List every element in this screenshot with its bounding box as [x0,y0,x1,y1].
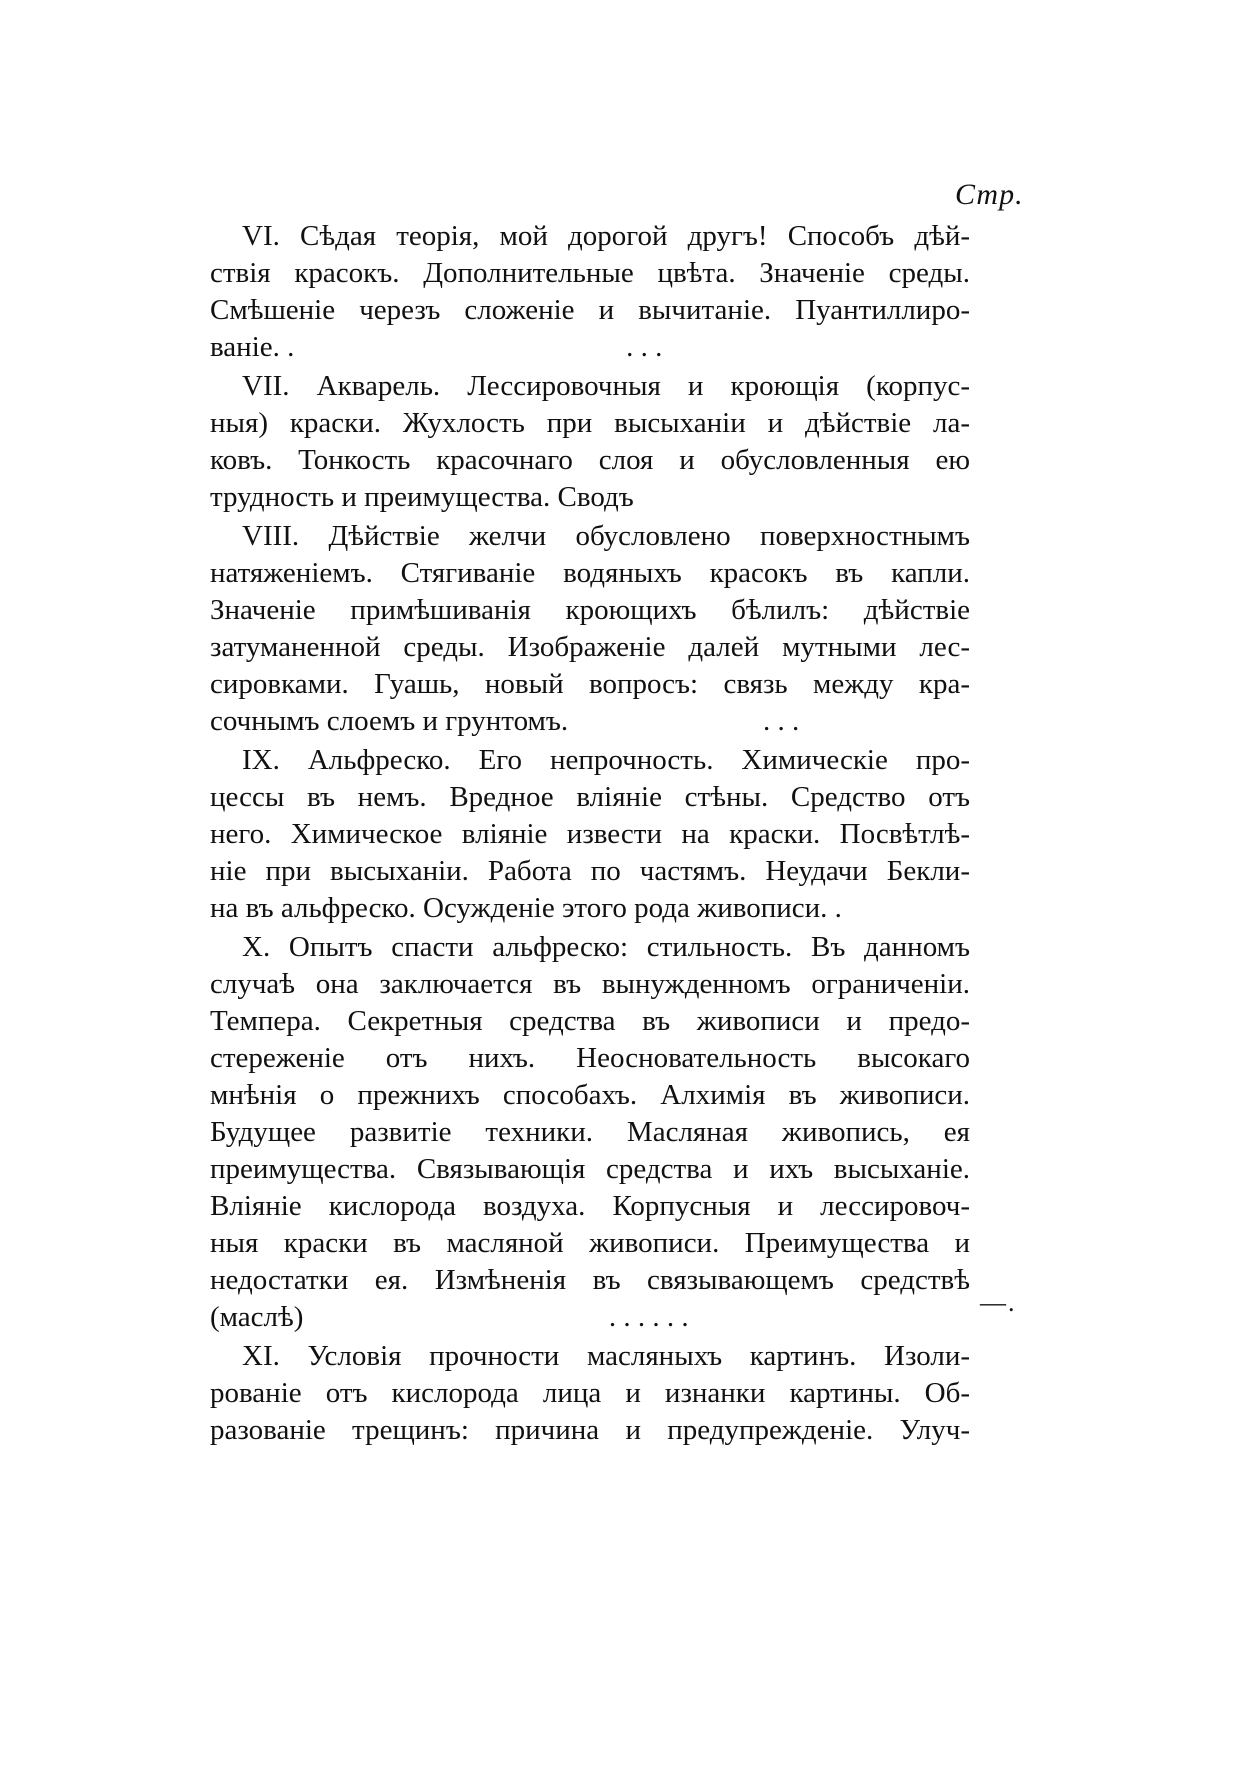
toc-line: X. Опытъ спасти альфреско: стильность. Въ данномъ [242,931,970,963]
page-column-label: Стр. [955,178,1024,211]
toc-line: мнѣнія о прежнихъ способахъ. Алхимія въ живописи. [210,1079,970,1111]
toc-last-line [210,1299,970,1336]
toc-entry-ix [210,742,970,927]
toc-entry-vii [210,368,970,516]
toc-line: Темпера. Секретныя средства въ живописи и предо- [210,1005,970,1037]
toc-line: VI. Сѣдая теорія, мой дорогой другъ! Способъ дѣй- [242,220,970,252]
dot-leader: . . . . . . [608,1301,689,1333]
toc-line: цессы въ немъ. Вредное вліяніе стѣны. Средство отъ [210,781,970,813]
toc-line: VIII. Дѣйствіе желчи обусловлено поверхностнымъ [242,520,970,552]
toc-line: преимущества. Связывающія средства и ихъ высыханіе. [210,1153,970,1185]
toc-line: ковъ. Тонкость красочнаго слоя и обусловленныя ею [210,444,970,476]
toc-entry-xi [210,1338,970,1449]
toc-line: стереженіе отъ нихъ. Неосновательность высокаго [210,1042,970,1074]
page-number-mark: —. [980,1288,1017,1317]
toc-line: IX. Альфреско. Его непрочность. Химическіе про- [242,744,970,776]
toc-line: ныя краски въ масляной живописи. Преимущества и [210,1227,970,1259]
toc-last-line [210,890,970,927]
toc-line-text: ваніе. . [210,331,295,363]
toc-line: XI. Условія прочности масляныхъ картинъ. Изоли- [242,1340,970,1372]
dot-leader: . . . [762,705,800,737]
toc-line: Значеніе примѣшиванія кроющихъ бѣлилъ: дѣйствіе [210,594,970,626]
toc-line-text: (маслѣ) [210,1301,304,1333]
toc-line: ніе при высыханіи. Работа по частямъ. Неудачи Бекли- [210,855,970,887]
toc-line: него. Химическое вліяніе извести на краски. Посвѣтлѣ- [210,818,970,850]
toc-line: ствія красокъ. Дополнительные цвѣта. Значеніе среды. [210,257,970,289]
toc-line: Будущее развитіе техники. Масляная живопись, ея [210,1116,970,1148]
toc-line: разованіе трещинъ: причина и предупрежденіе. Улуч- [210,1414,970,1446]
toc-line: недостатки ея. Измѣненія въ связывающемъ средствѣ [210,1264,970,1296]
toc-line: сировками. Гуашь, новый вопросъ: связь между кра- [210,668,970,700]
toc-line: затуманенной среды. Изображеніе далей мутными лес- [210,631,970,663]
dot-leader: . . . [626,331,663,363]
toc-entry-x [210,929,970,1336]
toc-entry-vi [210,218,970,366]
toc-line-text: сочнымъ слоемъ и грунтомъ. [210,705,569,737]
toc-last-line [210,703,970,740]
toc-line: случаѣ она заключается въ вынужденномъ ограниченіи. [210,968,970,1000]
toc-line: рованіе отъ кислорода лица и изнанки картины. Об- [210,1377,970,1409]
toc-last-line [210,479,970,516]
toc-last-line [210,329,970,366]
toc-line: Вліяніе кислорода воздуха. Корпусныя и лессировоч- [210,1190,970,1222]
toc-line: натяженіемъ. Стягиваніе водяныхъ красокъ въ капли. [210,557,970,589]
toc-line: VII. Акварель. Лессировочныя и кроющія (корпус- [242,370,970,402]
toc-entry-viii [210,518,970,740]
toc-line: Смѣшеніе черезъ сложеніе и вычитаніе. Пуантиллиро- [210,294,970,326]
toc-line-text: на въ альфреско. Осужденіе этого рода живописи. . [210,892,842,924]
table-of-contents [210,218,970,1451]
toc-line: ныя) краски. Жухлость при высыханіи и дѣйствіе ла- [210,407,970,439]
toc-line-text: трудность и преимущества. Сводъ [210,481,634,513]
